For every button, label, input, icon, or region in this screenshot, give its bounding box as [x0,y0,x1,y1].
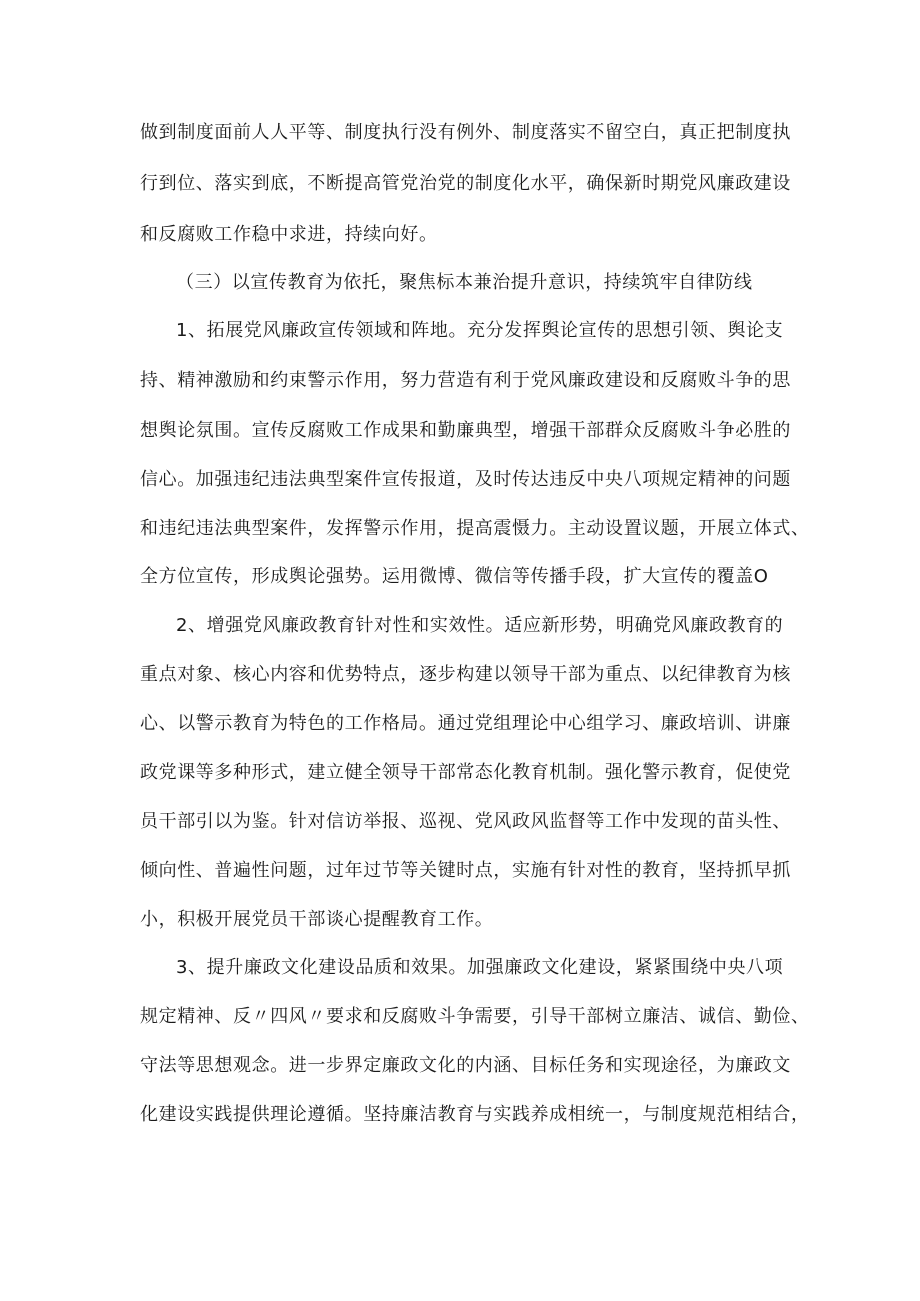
text-line: 做到制度面前人人平等、制度执行没有例外、制度落实不留空白，真正把制度执 [140,122,791,143]
section-heading: （三）以宣传教育为依托，聚焦标本兼治提升意识，持续筑牢自律防线 [176,272,753,293]
text-line: 重点对象、核心内容和优势特点，逐步构建以领导干部为重点、以纪律教育为核 [140,664,791,685]
paragraph-start: 3、提升廉政文化建设品质和效果。加强廉政文化建设，紧紧围绕中央八项 [176,957,784,978]
paragraph-start: 2、增强党风廉政教育针对性和实效性。适应新形势，明确党风廉政教育的 [176,615,784,636]
text-line: 持、精神激励和约束警示作用，努力营造有利于党风廉政建设和反腐败斗争的思 [140,370,791,391]
text-line: 化建设实践提供理论遵循。坚持廉洁教育与实践养成相统一，与制度规范相结合， [140,1104,810,1125]
text-line: 守法等思想观念。进一步界定廉政文化的内涵、目标任务和实现途径，为廉政文 [140,1055,791,1076]
text-line: 心、以警示教育为特色的工作格局。通过党组理论中心组学习、廉政培训、讲廉 [140,713,791,734]
paragraph-start: 1、拓展党风廉政宣传领域和阵地。充分发挥舆论宣传的思想引领、舆论支 [176,320,784,341]
text-line: 倾向性、普遍性问题，过年过节等关键时点，实施有针对性的教育，坚持抓早抓 [140,860,791,881]
text-line: 规定精神、反〃四风〃要求和反腐败斗争需要，引导干部树立廉洁、诚信、勤俭、 [140,1006,810,1027]
text-line: 信心。加强违纪违法典型案件宣传报道，及时传达违反中央八项规定精神的问题 [140,469,791,490]
text-line: 想舆论氛围。宣传反腐败工作成果和勤廉典型，增强干部群众反腐败斗争必胜的 [140,420,791,441]
text-line: 和违纪违法典型案件，发挥警示作用，提高震慑力。主动设置议题，开展立体式、 [140,518,810,539]
text-line: 政党课等多种形式，建立健全领导干部常态化教育机制。强化警示教育，促使党 [140,762,791,783]
text-line: 员干部引以为鉴。针对信访举报、巡视、党风政风监督等工作中发现的苗头性、 [140,811,791,832]
text-line: 小，积极开展党员干部谈心提醒教育工作。 [140,909,494,930]
text-line: 行到位、落实到底，不断提高管党治党的制度化水平，确保新时期党风廉政建设 [140,173,791,194]
text-line: 全方位宣传，形成舆论强势。运用微博、微信等传播手段，扩大宣传的覆盖O [140,566,769,587]
text-line: 和反腐败工作稳中求进，持续向好。 [140,224,438,245]
